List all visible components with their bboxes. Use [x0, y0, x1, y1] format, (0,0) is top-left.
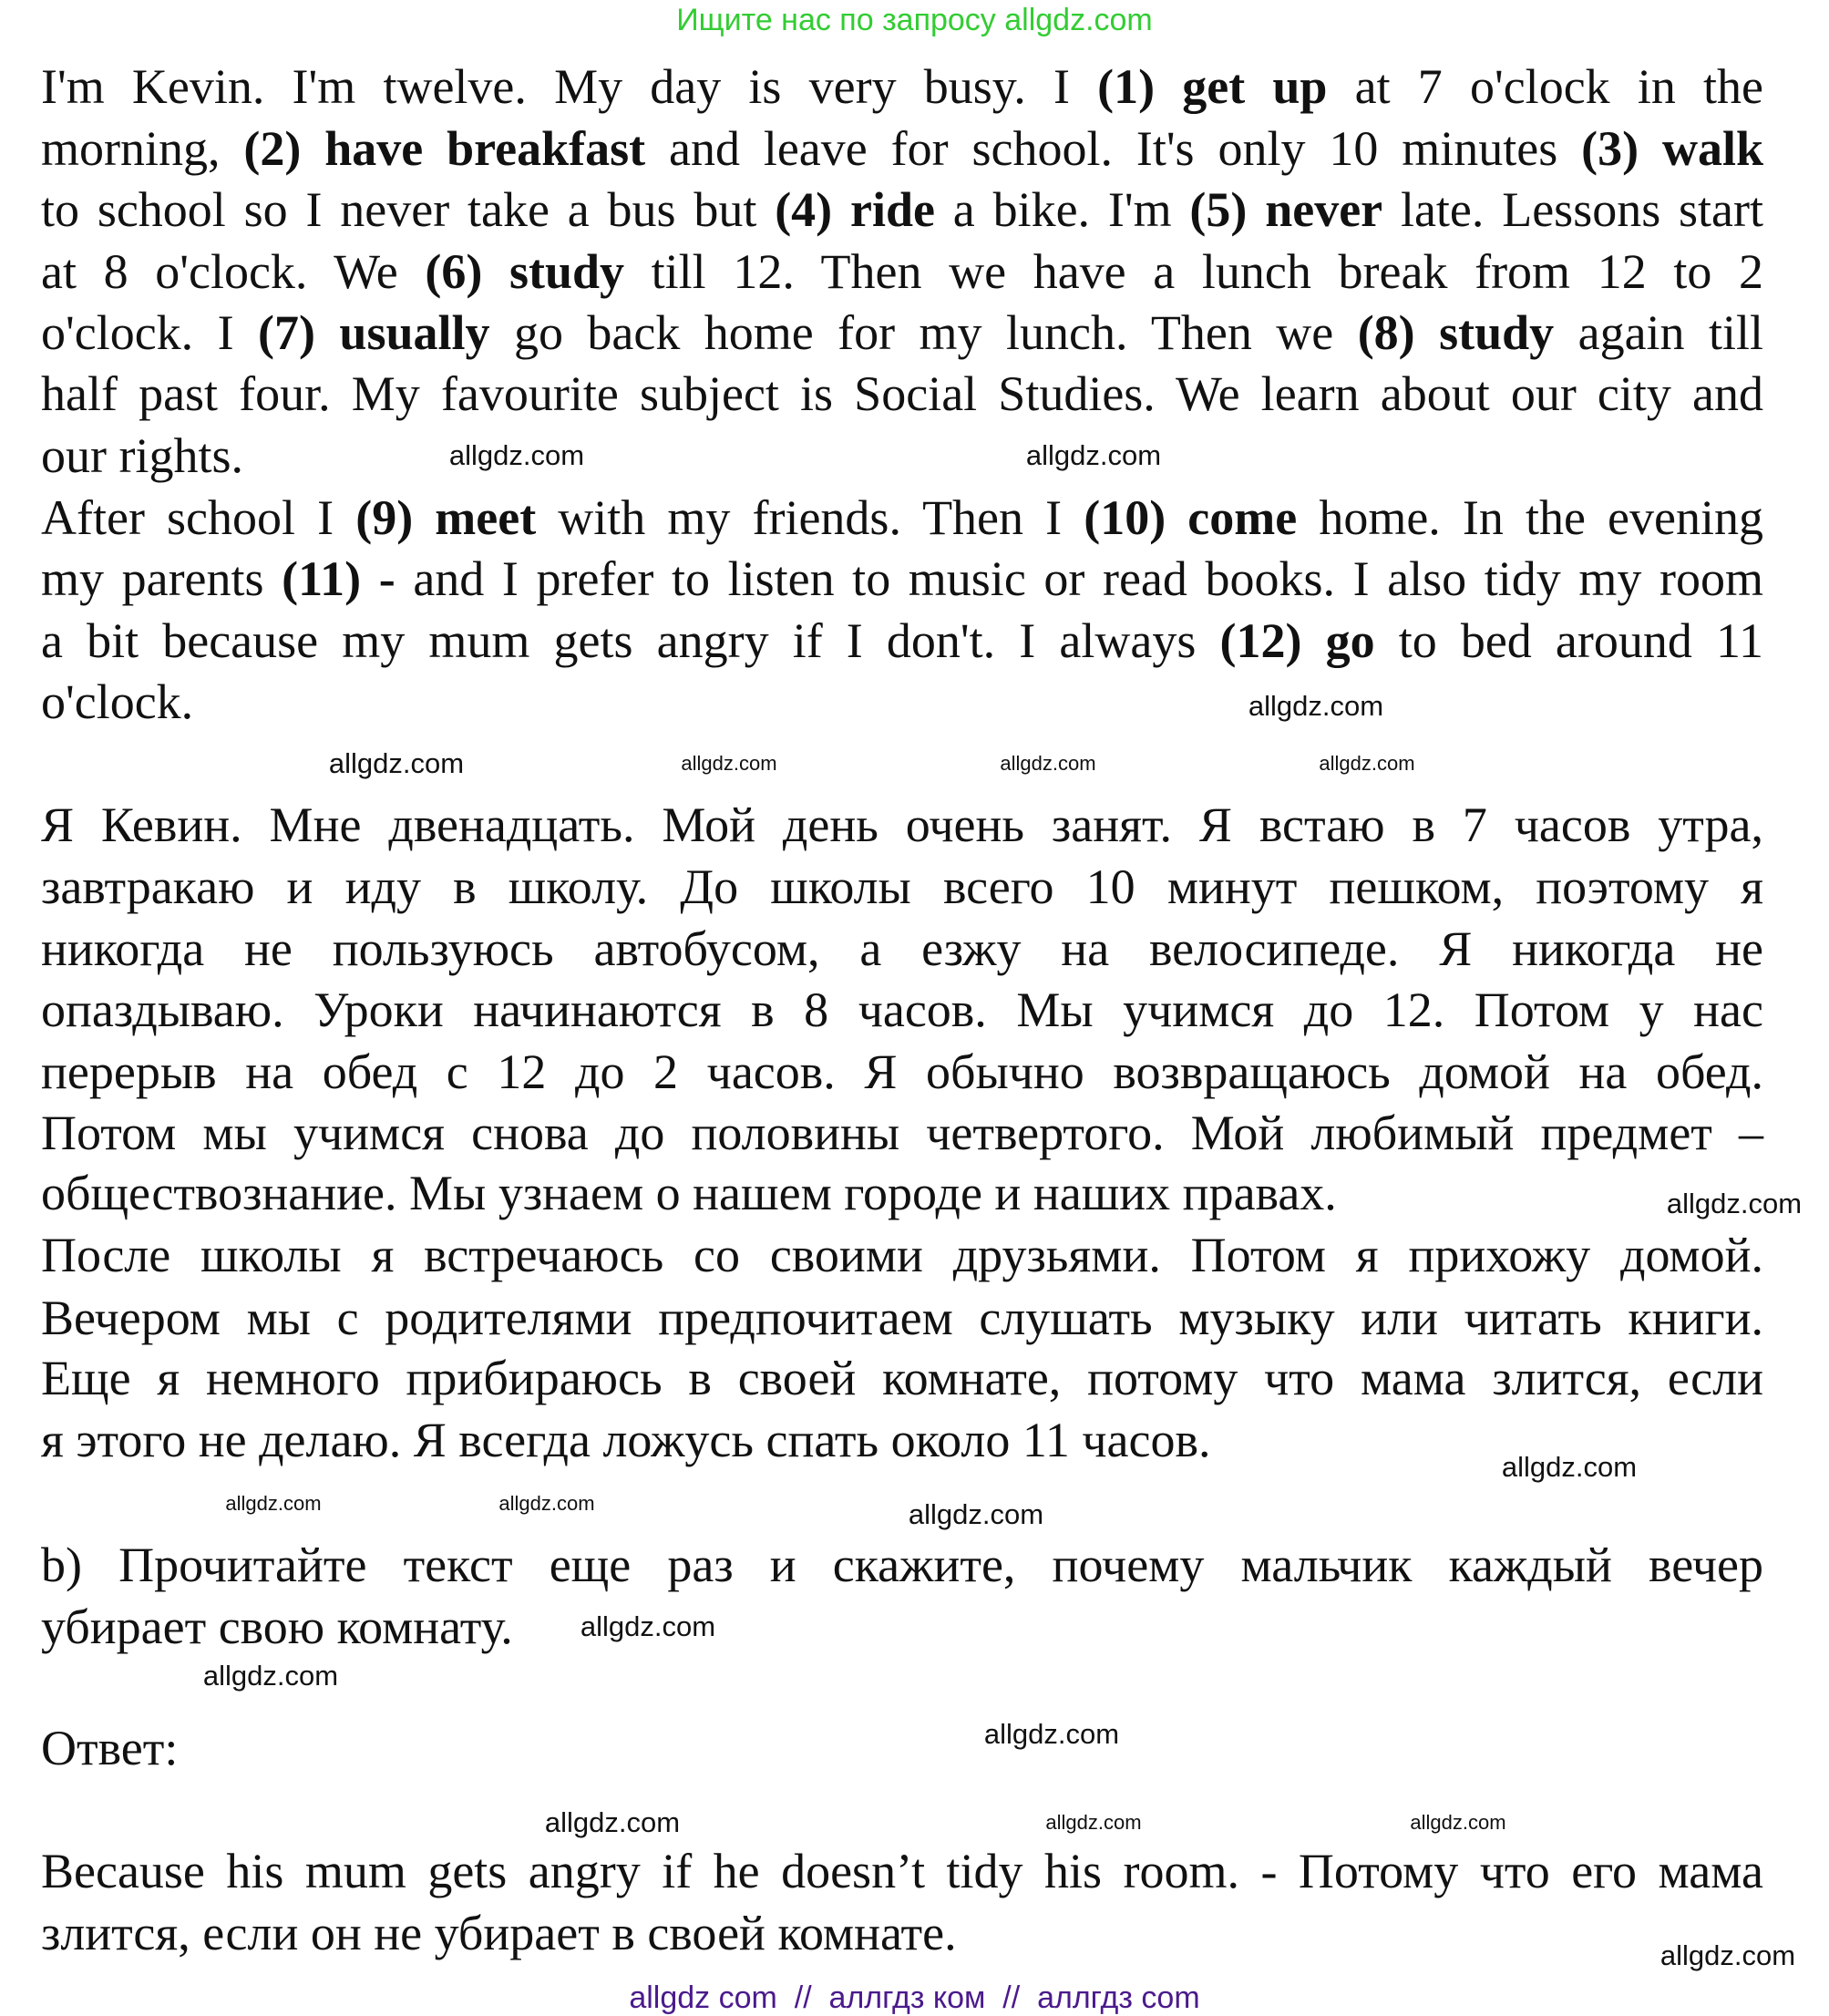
text-run: and I prefer to listen to music or read books. I also tidy my room: [395, 551, 1763, 606]
watermark: allgdz.com: [225, 1492, 322, 1515]
text-run: я этого не делаю. Я всегда ложусь спать около 11 часов.: [41, 1413, 1211, 1467]
text-run: a bit because my mum gets angry if I don't. I always: [41, 613, 1220, 668]
text-run: go back home for my lunch. Then we: [489, 305, 1358, 360]
text-run: Вечером мы с родителями предпочитаем слушать музыку или читать книги.: [41, 1291, 1763, 1345]
text-run: злится, если он не убирает в своей комнате.: [41, 1906, 957, 1960]
watermark: allgdz.com: [1025, 439, 1162, 471]
text-run: Еще я немного прибираюсь в своей комнате, потому что мама злится, если: [41, 1351, 1763, 1405]
text-run: late. Lessons start: [1382, 182, 1764, 237]
english-line: [41, 56, 1763, 118]
text-run: to bed around 11: [1374, 613, 1764, 668]
text-run: again till: [1554, 305, 1763, 360]
answer-highlight: (12) go: [1219, 613, 1375, 668]
text-run: перерыв на обед с 12 до 2 часов. Я обычно возвращаюсь домой на обед.: [41, 1044, 1763, 1099]
text-run: a bike. I'm: [934, 182, 1190, 237]
text-run: morning,: [41, 121, 244, 176]
text-run: Ответ:: [41, 1721, 179, 1775]
answer-highlight: (5) never: [1189, 182, 1383, 237]
text-run: with my friends. Then I: [536, 490, 1084, 545]
watermark: allgdz.com: [983, 1718, 1120, 1750]
answer-highlight: (9) meet: [355, 490, 537, 545]
watermark: allgdz.com: [202, 1660, 339, 1692]
russian-line: [41, 1224, 1763, 1286]
text-run: to school so I never take a bus but: [41, 182, 776, 237]
answer-highlight: (4) ride: [775, 182, 935, 237]
text-run: никогда не пользуюсь автобусом, а езжу на велосипеде. Я никогда не: [41, 921, 1763, 976]
english-line: [41, 179, 1763, 241]
text-run: and leave for school. It's only 10 minutes: [645, 121, 1582, 176]
text-run: After school I: [41, 490, 356, 545]
russian-line: [41, 1102, 1763, 1164]
english-line: [41, 487, 1763, 549]
search-banner: Ищите нас по запросу allgdz.com: [676, 3, 1153, 37]
answer-line: [41, 1902, 957, 1964]
footer-watermark: allgdz com // аллгдз ком // аллгдз com: [629, 1980, 1200, 2015]
text-run: Я Кевин. Мне двенадцать. Мой день очень занят. Я встаю в 7 часов утра,: [41, 797, 1763, 852]
text-run: o'clock. I: [41, 305, 259, 360]
text-run: Потом мы учимся снова до половины четвертого. Мой любимый предмет –: [41, 1106, 1763, 1160]
english-line: [41, 241, 1763, 303]
russian-line: [41, 856, 1763, 918]
text-run: завтракаю и иду в школу. До школы всего 10 минут пешком, поэтому я: [41, 859, 1763, 914]
task-line: [41, 1534, 1763, 1596]
watermark: allgdz.com: [908, 1498, 1044, 1530]
answer-line: [41, 1840, 1763, 1902]
answer-highlight: (11) -: [282, 551, 396, 606]
text-run: o'clock.: [41, 674, 194, 729]
russian-line: [41, 794, 1763, 856]
watermark: allgdz.com: [328, 747, 465, 779]
watermark: allgdz.com: [544, 1806, 681, 1838]
answer-highlight: (7) usually: [258, 305, 490, 360]
text-run: our rights.: [41, 428, 243, 483]
english-line: [41, 302, 1763, 364]
watermark: allgdz.com: [498, 1492, 595, 1515]
english-line: [41, 118, 1763, 180]
watermark: allgdz.com: [681, 752, 777, 775]
text-run: home. In the evening: [1297, 490, 1763, 545]
russian-line: [41, 1347, 1763, 1409]
watermark: allgdz.com: [1248, 690, 1384, 722]
watermark: allgdz.com: [1045, 1811, 1142, 1834]
answer-highlight: (8) study: [1357, 305, 1555, 360]
text-run: убирает свою комнату.: [41, 1599, 513, 1654]
answer-highlight: (6) study: [425, 244, 625, 299]
russian-line: [41, 979, 1763, 1041]
text-run: b) Прочитайте текст еще раз и скажите, почему мальчик каждый вечер: [41, 1538, 1763, 1592]
answer-highlight: (1) get up: [1097, 59, 1328, 114]
task-line: [41, 1596, 513, 1658]
english-line: [41, 610, 1763, 672]
answer-label-line: [41, 1717, 178, 1779]
text-run: опаздываю. Уроки начинаются в 8 часов. Мы учимся до 12. Потом у нас: [41, 982, 1763, 1037]
watermark: allgdz.com: [1410, 1811, 1506, 1834]
russian-line: [41, 1287, 1763, 1349]
english-line: [41, 548, 1763, 610]
text-run: my parents: [41, 551, 283, 606]
english-line: [41, 671, 193, 733]
text-run: till 12. Then we have a lunch break from 12 to 2: [624, 244, 1763, 299]
watermark: allgdz.com: [1501, 1451, 1638, 1483]
text-run: Because his mum gets angry if he doesn’t tidy his room. - Потому что его мама: [41, 1844, 1763, 1898]
watermark: allgdz.com: [580, 1610, 716, 1642]
english-line: [41, 363, 1763, 425]
text-run: half past four. My favourite subject is Social Studies. We learn about our city and: [41, 366, 1763, 421]
watermark: allgdz.com: [448, 439, 585, 471]
text-run: at 7 o'clock in the: [1327, 59, 1763, 114]
watermark: allgdz.com: [1319, 752, 1415, 775]
english-line: [41, 425, 243, 487]
text-run: I'm Kevin. I'm twelve. My day is very busy. I: [41, 59, 1098, 114]
russian-line: [41, 1162, 1337, 1224]
russian-line: [41, 1409, 1210, 1471]
text-run: После школы я встречаюсь со своими друзьями. Потом я прихожу домой.: [41, 1228, 1763, 1282]
answer-highlight: (2) have breakfast: [243, 121, 646, 176]
text-run: at 8 o'clock. We: [41, 244, 426, 299]
answer-highlight: (10) come: [1084, 490, 1298, 545]
watermark: allgdz.com: [1666, 1188, 1803, 1219]
russian-line: [41, 1041, 1763, 1103]
watermark: allgdz.com: [1659, 1939, 1796, 1971]
watermark: allgdz.com: [1000, 752, 1096, 775]
russian-line: [41, 918, 1763, 980]
text-run: обществознание. Мы узнаем о нашем городе и наших правах.: [41, 1166, 1337, 1220]
answer-highlight: (3) walk: [1581, 121, 1763, 176]
